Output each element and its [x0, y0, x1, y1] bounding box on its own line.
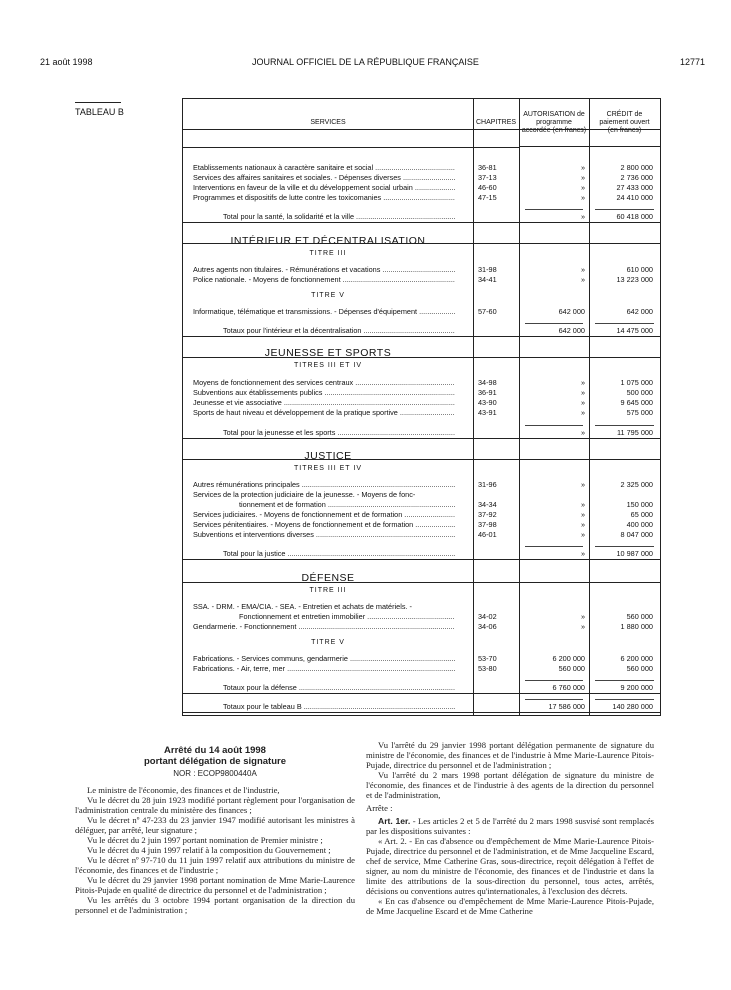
row-label: Total pour la jeunesse et les sports .....: [223, 428, 455, 438]
table-row: [183, 173, 660, 183]
row-autorisation: »: [580, 530, 585, 539]
table-row: [183, 388, 660, 398]
row-credit: 8 047 000: [620, 530, 653, 539]
row-autorisation: »: [580, 549, 585, 558]
paragraph: Vu le décret nº 47-233 du 23 janvier 1947 modifié autorisant les ministres à déléguer, par arrêté, leur signature ;: [75, 815, 355, 835]
row-label: Total pour la justice .....: [223, 549, 455, 559]
row-label: Etablissements nationaux à caractère sanitaire et social .....: [193, 163, 455, 173]
row-autorisation: 642 000: [558, 326, 585, 335]
table-row: [183, 490, 660, 500]
row-label: Programmes et dispositifs de lutte contre les toxicomanies .....: [193, 193, 455, 203]
table-row: [183, 480, 660, 490]
row-chapitre: 46-01: [478, 530, 497, 539]
row-label: SSA. - DRM. - EMA/CIA. - SEA. - Entretien et achats de matériels. -: [193, 602, 412, 611]
table-row: [183, 183, 660, 193]
row-label: Services de la protection judiciaire de la jeunesse. - Moyens de fonc-: [193, 490, 416, 499]
row-label: Subventions aux établissements publics .....: [193, 388, 455, 398]
row-autorisation: »: [580, 612, 585, 621]
row-credit: 642 000: [626, 307, 653, 316]
table-row: [183, 612, 660, 622]
paragraph: Vu le décret nº 97-710 du 11 juin 1997 relatif aux attributions du ministre de l'économie, des finances et de l'industrie ;: [75, 855, 355, 875]
row-chapitre: 31-98: [478, 265, 497, 274]
row-credit: 2 800 000: [620, 163, 653, 172]
row-chapitre: 53-80: [478, 664, 497, 673]
row-autorisation: 6 200 000: [552, 654, 585, 663]
row-label: Services pénitentiaires. - Moyens de fonctionnement et de formation .....: [193, 520, 455, 530]
row-divider: [183, 693, 660, 694]
table-row: [183, 664, 660, 674]
paragraph: Vu l'arrêté du 2 mars 1998 portant délégation de signature du ministre de l'économie, des finances et de l'industrie à des agents de la direction du personnel et de l'administration,: [366, 770, 654, 800]
table-row: [183, 398, 660, 408]
paragraph: Vu les arrêtés du 3 octobre 1994 portant organisation de la direction du personnel et de l'administration ;: [75, 895, 355, 915]
row-autorisation: »: [580, 265, 585, 274]
table-row: [183, 212, 660, 222]
row-credit: 610 000: [626, 265, 653, 274]
total-rule: [595, 209, 654, 210]
row-autorisation: »: [580, 378, 585, 387]
row-chapitre: 36-91: [478, 388, 497, 397]
article-1-label: Art. 1er.: [378, 816, 411, 826]
row-credit: 560 000: [626, 612, 653, 621]
row-label: Fabrications. - Services communs, gendarmerie .....: [193, 654, 455, 664]
header-credit: CRÉDIT de paiement ouvert (en francs): [589, 99, 660, 147]
row-credit: 9 200 000: [620, 683, 653, 692]
header-chapitres: CHAPITRES: [473, 99, 519, 148]
header-date: 21 août 1998: [40, 57, 93, 67]
row-credit: 10 987 000: [616, 549, 653, 558]
total-rule: [595, 425, 654, 426]
paragraph: Vu le décret du 2 juin 1997 portant nomination de Premier ministre ;: [87, 835, 323, 845]
section-subtitle: TITRES III ET IV: [294, 362, 362, 369]
row-divider: [183, 712, 660, 713]
article-1-text: - Les articles 2 et 5 de l'arrêté du 2 mars 1998 susvisé sont remplacés par les dispositions suivantes :: [366, 816, 654, 836]
row-credit: 14 475 000: [616, 326, 653, 335]
table-row: [183, 378, 660, 388]
table-row: [183, 530, 660, 540]
row-chapitre: 31-96: [478, 480, 497, 489]
table-row: [183, 326, 660, 336]
section-subtitle: TITRE III: [309, 587, 347, 594]
row-divider: [183, 582, 660, 583]
total-rule: [525, 546, 583, 547]
row-credit: 400 000: [626, 520, 653, 529]
row-divider: [183, 559, 660, 560]
table-row: [183, 275, 660, 285]
row-autorisation: »: [580, 510, 585, 519]
row-credit: 2 736 000: [620, 173, 653, 182]
row-autorisation: 642 000: [558, 307, 585, 316]
header-services: SERVICES: [183, 99, 473, 148]
row-credit: 1 075 000: [620, 378, 653, 387]
row-label: Services des affaires sanitaires et sociales. - Dépenses diverses .....: [193, 173, 455, 183]
row-chapitre: 34-02: [478, 612, 497, 621]
tableau-rule: [75, 102, 121, 103]
row-chapitre: 34-34: [478, 500, 497, 509]
row-chapitre: 47-15: [478, 193, 497, 202]
total-rule: [525, 425, 583, 426]
row-label: Gendarmerie. - Fonctionnement .....: [193, 622, 455, 632]
table-row: [183, 622, 660, 632]
row-chapitre: 36-81: [478, 163, 497, 172]
quote: « Art. 2. - En cas d'absence ou d'empêchement de Mme Marie-Laurence Pitois-Pujade, directrice du personnel et de l'administration, et de Mme Jacqueline Escard, chef de service, Mme Catherine Gras, sous-directrice, reçoit délégation à l'effet de signer, au nom du ministre de l'économie, des finances et de l'industrie et dans la limite des attributions de la sous-direction du personnel, tous actes, arrêtés, décisions ou conventions autres qu'internationales, à l'exclusion des décrets.: [366, 836, 654, 896]
row-autorisation: 560 000: [558, 664, 585, 673]
total-rule: [595, 546, 654, 547]
row-autorisation: »: [580, 388, 585, 397]
row-label: Sports de haut niveau et développement de la pratique sportive .....: [193, 408, 455, 418]
section-subtitle: TITRE III: [309, 250, 347, 257]
paragraph: Vu le décret du 4 juin 1997 relatif à la composition du Gouvernement ;: [87, 845, 331, 855]
row-divider: [183, 438, 660, 439]
row-autorisation: »: [580, 275, 585, 284]
budget-table: [182, 98, 661, 716]
row-autorisation: »: [580, 500, 585, 509]
row-autorisation: »: [580, 520, 585, 529]
row-label: Autres agents non titulaires. - Rémunérations et vacations .....: [193, 265, 455, 275]
total-rule: [595, 699, 654, 700]
row-label: Informatique, télématique et transmissions. - Dépenses d'équipement .....: [193, 307, 455, 317]
total-rule: [525, 323, 583, 324]
table-row: [183, 510, 660, 520]
quote: « En cas d'absence ou d'empêchement de Mme Marie-Laurence Pitois-Pujade, de Mme Jacqueline Escard et de Mme Catherine: [366, 896, 654, 916]
table-row: [183, 549, 660, 559]
row-autorisation: »: [580, 622, 585, 631]
row-credit: 13 223 000: [616, 275, 653, 284]
row-divider: [183, 459, 660, 460]
row-credit: 500 000: [626, 388, 653, 397]
row-label: Interventions en faveur de la ville et du développement social urbain .....: [193, 183, 455, 193]
row-autorisation: »: [580, 183, 585, 192]
table-row: [183, 265, 660, 275]
row-label: Fonctionnement et entretien immobilier .....: [239, 612, 455, 622]
table-row: [183, 702, 660, 712]
table-row: [183, 654, 660, 664]
row-autorisation: »: [580, 398, 585, 407]
row-autorisation: »: [580, 193, 585, 202]
row-credit: 60 418 000: [616, 212, 653, 221]
row-label: tionnement et de formation .....: [239, 500, 455, 510]
total-rule: [525, 680, 583, 681]
row-chapitre: 34-06: [478, 622, 497, 631]
paragraph: Vu le décret du 29 janvier 1998 portant nomination de Mme Marie-Laurence Pitois-Pujade en qualité de directrice du personnel et de l'administration ;: [75, 875, 355, 895]
row-chapitre: 34-98: [478, 378, 497, 387]
row-credit: 2 325 000: [620, 480, 653, 489]
section-subtitle: TITRE V: [311, 292, 345, 299]
row-label: Autres rémunérations principales .....: [193, 480, 455, 490]
row-credit: 560 000: [626, 664, 653, 673]
row-autorisation: »: [580, 428, 585, 437]
row-credit: 24 410 000: [616, 193, 653, 202]
table-row: [183, 193, 660, 203]
article-1: [366, 816, 654, 836]
section-title: JUSTICE: [304, 450, 352, 462]
table-row: [183, 602, 660, 612]
row-autorisation: »: [580, 212, 585, 221]
row-chapitre: 53-70: [478, 654, 497, 663]
left-column: [75, 745, 355, 915]
row-credit: 150 000: [626, 500, 653, 509]
row-label: Totaux pour le tableau B .....: [223, 702, 455, 712]
header-journal: JOURNAL OFFICIEL DE LA RÉPUBLIQUE FRANÇAISE: [252, 57, 479, 67]
header-autorisation: AUTORISATION de programme accordée (en francs): [519, 99, 589, 147]
row-label: Total pour la santé, la solidarité et la ville .....: [223, 212, 455, 222]
row-credit: 11 795 000: [617, 428, 653, 437]
table-row: [183, 428, 660, 438]
section-subtitle: TITRES III ET IV: [294, 465, 362, 472]
table-row: [183, 163, 660, 173]
total-rule: [595, 323, 654, 324]
row-chapitre: 34-41: [478, 275, 497, 284]
row-divider: [183, 129, 660, 130]
paragraph: Vu l'arrêté du 29 janvier 1998 portant délégation permanente de signature du ministre de l'économie, des finances et de l'industrie à Mme Marie-Laurence Pitois-Pujade, directrice du personnel et de l'administration ;: [366, 740, 654, 770]
row-autorisation: »: [580, 163, 585, 172]
decree-nor: NOR : ECOP9800440A: [173, 769, 257, 778]
total-rule: [595, 680, 654, 681]
row-autorisation: 17 586 000: [548, 702, 585, 711]
row-credit: 65 000: [630, 510, 653, 519]
right-column: [366, 740, 654, 916]
left-paragraphs: [75, 785, 355, 915]
row-credit: 1 880 000: [620, 622, 653, 631]
row-credit: 575 000: [626, 408, 653, 417]
section-subtitle: TITRE V: [311, 639, 345, 646]
row-label: Totaux pour l'intérieur et la décentralisation .....: [223, 326, 455, 336]
paragraph: Vu le décret du 28 juin 1923 modifié portant règlement pour l'organisation de l'administration centrale du ministère des finances ;: [75, 795, 355, 815]
row-autorisation: »: [580, 408, 585, 417]
row-chapitre: 43-91: [478, 408, 497, 417]
row-chapitre: 57-60: [478, 307, 497, 316]
row-chapitre: 37-98: [478, 520, 497, 529]
row-autorisation: »: [580, 480, 585, 489]
row-divider: [183, 336, 660, 337]
row-credit: 9 645 000: [620, 398, 653, 407]
table-row: [183, 307, 660, 317]
row-credit: 6 200 000: [620, 654, 653, 663]
paragraph: Le ministre de l'économie, des finances et de l'industrie,: [87, 785, 280, 795]
section-title: DÉFENSE: [301, 572, 355, 584]
table-row: [183, 500, 660, 510]
row-chapitre: 37-92: [478, 510, 497, 519]
decree-title: Arrêté du 14 août 1998: [164, 745, 266, 756]
row-label: Subventions et interventions diverses .....: [193, 530, 455, 540]
row-chapitre: 43-90: [478, 398, 497, 407]
row-chapitre: 37-13: [478, 173, 497, 182]
decree-subtitle: portant délégation de signature: [144, 756, 286, 767]
table-row: [183, 408, 660, 418]
table-row: [183, 520, 660, 530]
row-label: Totaux pour la défense .....: [223, 683, 455, 693]
row-label: Services judiciaires. - Moyens de fonctionnement et de formation .....: [193, 510, 455, 520]
total-rule: [525, 209, 583, 210]
row-autorisation: »: [580, 173, 585, 182]
row-label: Police nationale. - Moyens de fonctionnement .....: [193, 275, 455, 285]
total-rule: [525, 699, 583, 700]
row-divider: [183, 222, 660, 223]
row-divider: [183, 243, 660, 244]
row-label: Jeunesse et vie associative .....: [193, 398, 455, 408]
table-row: [183, 683, 660, 693]
header-page-number: 12771: [679, 57, 705, 67]
row-credit: 140 280 000: [612, 702, 653, 711]
tableau-label: TABLEAU B: [75, 107, 124, 117]
row-divider: [183, 357, 660, 358]
section-title: INTÉRIEUR ET DÉCENTRALISATION: [230, 235, 426, 247]
row-autorisation: 6 760 000: [552, 683, 585, 692]
row-label: Fabrications. - Air, terre, mer .....: [193, 664, 455, 674]
row-label: Moyens de fonctionnement des services centraux .....: [193, 378, 455, 388]
row-credit: 27 433 000: [616, 183, 653, 192]
section-title: JEUNESSE ET SPORTS: [264, 347, 392, 359]
arrete-heading: Arrête :: [366, 803, 393, 813]
row-chapitre: 46-60: [478, 183, 497, 192]
